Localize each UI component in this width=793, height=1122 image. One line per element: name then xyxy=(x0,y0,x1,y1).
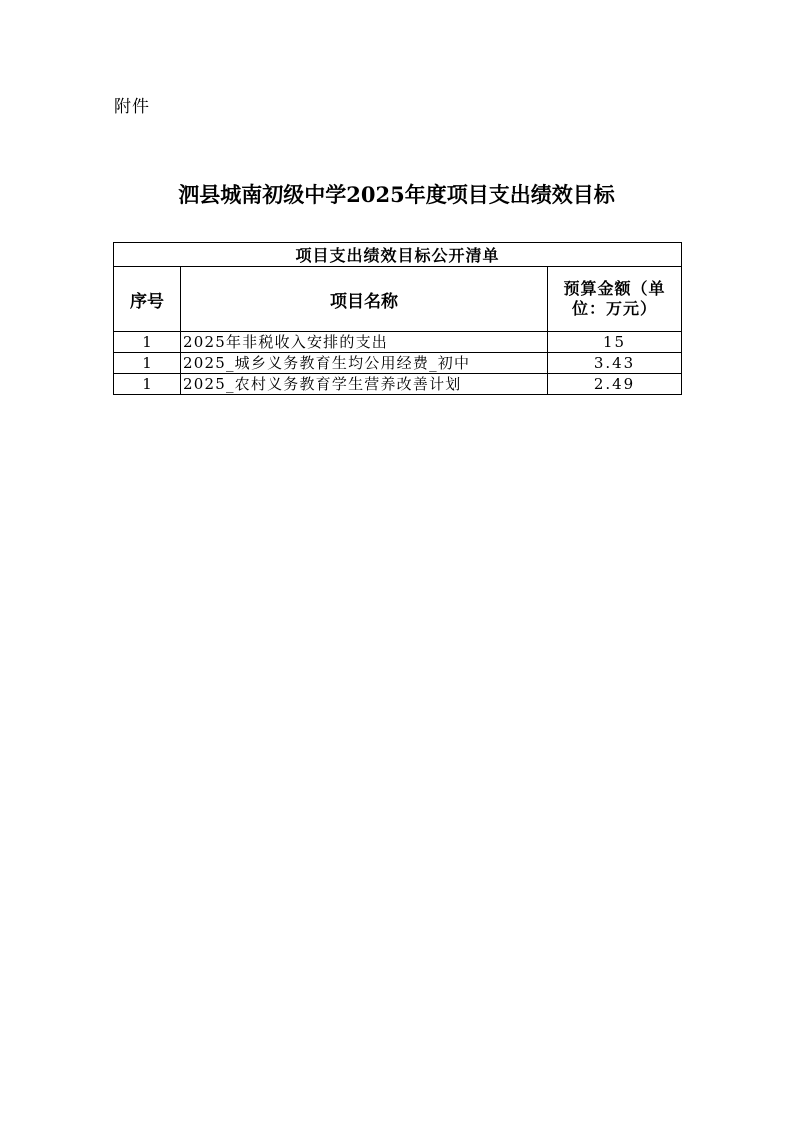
row-project-name: 2025年非税收入安排的支出 xyxy=(181,332,548,353)
row-project-name: 2025_农村义务教育学生营养改善计划 xyxy=(181,374,548,395)
attachment-label: 附件 xyxy=(114,97,150,117)
table-caption: 项目支出绩效目标公开清单 xyxy=(114,243,682,267)
row-budget-amount: 3.43 xyxy=(548,353,682,374)
header-project-name: 项目名称 xyxy=(181,267,548,332)
row-seq: 1 xyxy=(114,332,181,353)
header-seq: 序号 xyxy=(114,267,181,332)
row-budget-amount: 15 xyxy=(548,332,682,353)
row-project-name: 2025_城乡义务教育生均公用经费_初中 xyxy=(181,353,548,374)
row-budget-amount: 2.49 xyxy=(548,374,682,395)
document-title: 泗县城南初级中学2025年度项目支出绩效目标 xyxy=(178,182,615,207)
row-seq: 1 xyxy=(114,374,181,395)
row-seq: 1 xyxy=(114,353,181,374)
table-caption-row xyxy=(114,243,682,267)
header-budget-amount: 预算金额（单位：万元） xyxy=(548,267,682,332)
table-row xyxy=(114,374,682,395)
table-row xyxy=(114,332,682,353)
table-header-row xyxy=(114,267,682,332)
table-row xyxy=(114,353,682,374)
performance-target-table xyxy=(113,242,682,395)
